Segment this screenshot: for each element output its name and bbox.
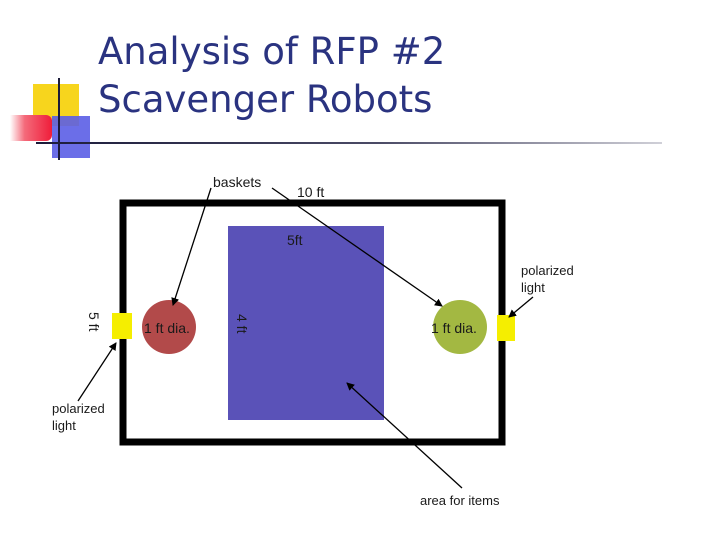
item-area-height-label: 4 ft bbox=[234, 314, 250, 334]
left-light-label-line-2: light bbox=[52, 418, 76, 433]
left-light-label-line-1: polarized bbox=[52, 401, 105, 416]
slide-title-line-1: Analysis of RFP #2 bbox=[98, 30, 446, 73]
right-basket-diameter-label: 1 ft dia. bbox=[431, 320, 477, 336]
baskets-label: baskets bbox=[213, 174, 262, 190]
item-area-width-label: 5ft bbox=[287, 232, 303, 248]
arrow-area-for-items bbox=[347, 383, 462, 488]
arrow-left-light bbox=[78, 343, 116, 401]
right-light-label-line-1: polarized bbox=[521, 263, 574, 278]
area-for-items-label: area for items bbox=[420, 493, 500, 508]
left-polarized-light bbox=[112, 313, 132, 339]
arrow-right-light bbox=[509, 297, 533, 317]
arena-width-label: 10 ft bbox=[297, 184, 325, 200]
left-basket-diameter-label: 1 ft dia. bbox=[144, 320, 190, 336]
right-polarized-light bbox=[497, 315, 515, 341]
right-light-label-line-2: light bbox=[521, 280, 545, 295]
arena-height-label: 5 ft bbox=[86, 312, 102, 332]
slide-title-line-2: Scavenger Robots bbox=[98, 78, 433, 121]
item-area bbox=[228, 226, 384, 420]
